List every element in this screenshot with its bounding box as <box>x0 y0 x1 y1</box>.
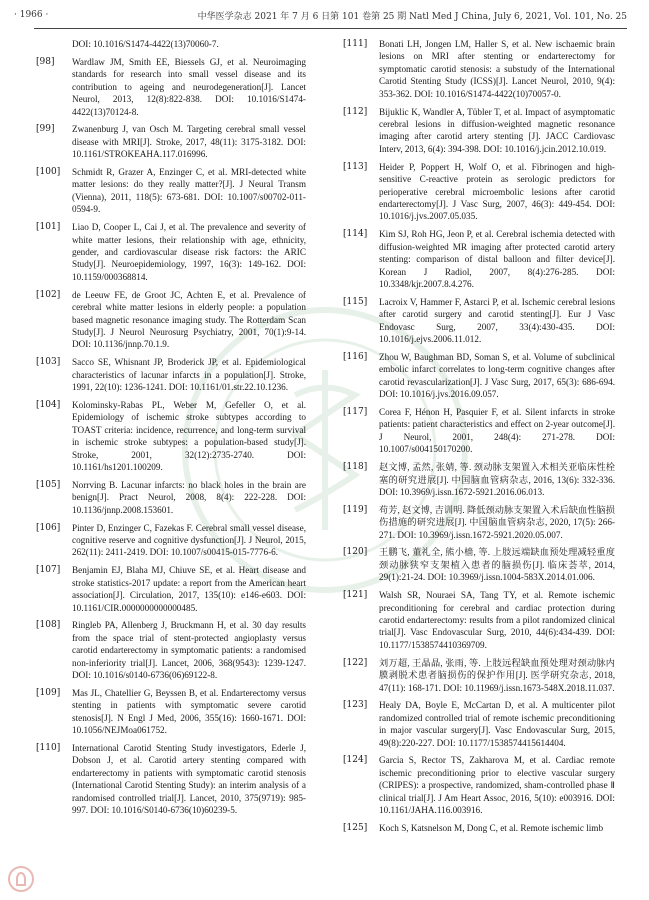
reference-entry <box>343 228 615 290</box>
reference-entry <box>343 296 615 346</box>
reference-number: [118] <box>343 462 368 473</box>
reference-entry <box>343 589 615 651</box>
reference-text: Walsh SR, Nouraei SA, Tang TY, et al. Remote ischemic preconditioning for cerebral and cardiac protection during carotid endarterectomy: results from a pilot randomized clinical trial[J]. Vasc Endovascular Surg, 2010, 44(6):434-439. DOI: 10.1177/1538574410369709. <box>379 590 615 650</box>
reference-number: [125] <box>343 822 368 833</box>
reference-text: Sacco SE, Whisnant JP, Broderick JP, et al. Epidemiological characteristics of lacunar infarcts in a population[J]. Stroke, 1991, 22(10): 1236-1241. DOI: 10.1161/01.str.22.10.1236. <box>72 357 306 393</box>
reference-number: [116] <box>343 351 368 362</box>
reference-number: [119] <box>343 504 368 515</box>
journal-running-title: 中华医学杂志 2021 年 7 月 6 日第 101 卷第 25 期 Natl Med J China, July 6, 2021, Vol. 101, No. 25 <box>197 12 627 22</box>
reference-number: [107] <box>36 565 61 576</box>
reference-number: [98] <box>36 56 55 67</box>
reference-text: 刘万超, 王晶晶, 张雨, 等. 上肢远程缺血预处理对颈动脉内膜剥脱术患者脑损伤的保护作用[J]. 医学研究杂志, 2018, 47(11): 168-171. DOI: 10.11969/j.issn.1673-548X.2018.11.037. <box>379 657 615 693</box>
reference-number: [114] <box>343 229 368 240</box>
reference-entry <box>343 699 615 749</box>
reference-number: [113] <box>343 161 368 172</box>
reference-number: [120] <box>343 547 368 558</box>
reference-entry <box>36 619 306 681</box>
page-header <box>0 0 649 30</box>
reference-entry <box>343 546 615 583</box>
reference-entry <box>36 742 306 817</box>
reference-text: 苟芳, 赵文博, 吉训明. 降低颈动脉支架置入术后缺血性脑损伤措施的研究进展[J]. 中国脑血管病杂志, 2020, 17(5): 266-271. DOI: 10.3969/j.issn.1672-5921.2020.05.007. <box>379 504 615 540</box>
reference-text: Koch S, Katsnelson M, Dong C, et al. Remote ischemic limb <box>379 822 604 833</box>
reference-number: [104] <box>36 399 61 410</box>
publisher-logo <box>8 866 238 888</box>
reference-text: Zwanenburg J, van Osch M. Targeting cerebral small vessel disease with MRI[J]. Stroke, 2017, 48(11): 3175-3182. DOI: 10.1161/STROKEAHA.117.016996. <box>72 124 306 160</box>
header-rule <box>34 28 627 29</box>
reference-number: [106] <box>36 522 61 533</box>
reference-text: Benjamin EJ, Blaha MJ, Chiuve SE, et al. Heart disease and stroke statistics-2017 update: a report from the American heart association[J]. Circulation, 2017, 135(10): e146-e603. DOI: 10.1161/CIR.0000000000000485. <box>72 565 306 613</box>
reference-column-right <box>343 38 615 834</box>
reference-entry <box>36 522 306 559</box>
reference-text: Zhou W, Baughman BD, Soman S, et al. Volume of subclinical embolic infarct correlates to long-term cognitive changes after carotid revascularization[J]. J Vasc Surg, 2017, 65(3): 686-694. DOI: 10.1016/j.jvs.2016.09.057. <box>379 351 615 400</box>
publisher-logo-icon <box>8 866 34 892</box>
reference-number: [100] <box>36 166 61 177</box>
reference-number: [117] <box>343 407 368 418</box>
reference-text: Liao D, Cooper L, Cai J, et al. The prevalence and severity of white matter lesions, their relationship with age, ethnicity, gender, and cardiovascular disease risk factors: the ARIC Study[J]. Neuroepidemiology, 1997, 16(3): 149-162. DOI: 10.1159/000368814. <box>72 222 306 282</box>
reference-entry <box>36 564 306 614</box>
reference-text: Kim SJ, Roh HG, Jeon P, et al. Cerebral ischemia detected with diffusion-weighted MR imaging after protected carotid artery stenting: comparison of distal balloon and filter device[J]. Korean J Radiol, 2007, 8(4):276-285. DOI: 10.3348/kjr.2007.8.4.276. <box>379 229 615 290</box>
reference-number: [110] <box>36 742 61 753</box>
reference-text: Corea F, Hénon H, Pasquier F, et al. Silent infarcts in stroke patients: patient characteristics and effect on 2-year outcome[J]. J Neurol, 2001, 248(4): 271-278. DOI: 10.1007/s004150170200. <box>379 407 615 455</box>
reference-number: [124] <box>343 755 368 766</box>
reference-entry <box>343 351 615 401</box>
reference-entry <box>36 221 306 283</box>
reference-number: [102] <box>36 289 61 300</box>
reference-text: Kolominsky-Rabas PL, Weber M, Gefeller O, et al. Epidemiology of ischemic stroke subtypes according to TOAST criteria: incidence, recurrence, and long-term survival in ischemic stroke subtypes: a population-based study[J]. Stroke, 2001, 32(12):2735-2740. DOI: 10.1161/hs1201.100209. <box>72 399 306 473</box>
reference-entry <box>343 106 615 156</box>
reference-number: [99] <box>36 124 55 135</box>
reference-number: [105] <box>36 479 61 490</box>
reference-number: [115] <box>343 296 368 307</box>
reference-column-left <box>36 38 306 817</box>
reference-text: Heider P, Poppert H, Wolf O, et al. Fibrinogen and high-sensitive C-reactive protein as serologic predictors for perioperative cerebral microembolic lesions after carotid endarterectomy[J]. J Vasc Surg, 2007, 46(3): 449-454. DOI: 10.1016/j.jvs.2007.05.035. <box>379 161 615 222</box>
reference-number: [109] <box>36 687 61 698</box>
reference-text: Healy DA, Boyle E, McCartan D, et al. A multicenter pilot randomized controlled trial of remote ischemic preconditioning in major vascular surgery[J]. Vasc Endovascular Surg, 2015, 49(8):220-227. DOI: 10.1177/1538574415614404. <box>379 700 615 748</box>
reference-entry <box>36 399 306 474</box>
reference-list-right <box>343 38 615 834</box>
reference-number: [122] <box>343 657 368 668</box>
reference-text: Norrving B. Lacunar infarcts: no black holes in the brain are benign[J]. Pract Neurol, 2008, 8(4): 222-228. DOI: 10.1136/jnnp.2008.153601. <box>72 479 306 515</box>
reference-text: International Carotid Stenting Study investigators, Ederle J, Dobson J, et al. Carotid artery stenting compared with endarterectomy in patients with symptomatic carotid stenosis (International Carotid Stenting Study): an interim analysis of a randomised controlled trial[J]. Lancet, 2010, 375(9719): 985-997. DOI: 10.1016/S0140-6736(10)60239-5. <box>72 742 306 816</box>
reference-number: [121] <box>343 590 368 601</box>
reference-number: [108] <box>36 620 61 631</box>
page-number: · 1966 · <box>14 10 49 20</box>
reference-entry <box>36 123 306 160</box>
reference-number: [123] <box>343 700 368 711</box>
reference-entry <box>343 161 615 223</box>
reference-entry <box>343 38 615 100</box>
reference-entry <box>36 356 306 393</box>
reference-entry <box>343 657 615 694</box>
reference-entry <box>36 687 306 737</box>
reference-number: [112] <box>343 106 368 117</box>
reference-text: Garcia S, Rector TS, Zakharova M, et al. Cardiac remote ischemic preconditioning prior to elective vascular surgery (CRIPES): a prospective, randomized, sham-controlled phase Ⅱ clinical trial[J]. J Am Heart Assoc, 2016, 5(10): e003916. DOI: 10.1161/JAHA.116.003916. <box>379 755 615 816</box>
reference-text: Bonati LH, Jongen LM, Haller S, et al. New ischaemic brain lesions on MRI after stenting or endarterectomy for symptomatic carotid stenosis: a substudy of the International Carotid Stenting Study (ICSS)[J]. Lancet Neurol, 2010, 9(4): 353-362. DOI: 10.1016/S1474-4422(10)70057-0. <box>379 39 615 99</box>
reference-number: [111] <box>343 39 368 49</box>
reference-text: Lacroix V, Hammer F, Astarci P, et al. Ischemic cerebral lesions after carotid surgery and carotid stenting[J]. Eur J Vasc Endovasc Surg, 2007, 33(4):430-435. DOI: 10.1016/j.ejvs.2006.11.012. <box>379 296 615 345</box>
reference-continuation: DOI: 10.1016/S1474-4422(13)70060-7. <box>72 39 219 49</box>
reference-entry <box>343 406 615 456</box>
reference-text: Ringleb PA, Allenberg J, Bruckmann H, et al. 30 day results from the space trial of stent-protected angioplasty versus carotid endarterectomy in symptomatic patients: a randomised non-inferiority trial[J]. Lancet, 2006, 368(9543): 1239-1247. DOI: 10.1016/s0140-6736(06)69122-8. <box>72 620 306 681</box>
reference-list-left <box>36 56 306 817</box>
reference-text: Schmidt R, Grazer A, Enzinger C, et al. MRI-detected white matter lesions: do they really matter?[J]. J Neural Transm (Vienna), 2011, 118(5): 673-681. DOI: 10.1007/s00702-011-0594-9. <box>72 166 306 215</box>
reference-entry <box>343 461 615 498</box>
reference-text: Pinter D, Enzinger C, Fazekas F. Cerebral small vessel disease, cognitive reserve and cognitive dysfunction[J]. J Neurol, 2015, 262(11): 2411-2419. DOI: 10.1007/s00415-015-7776-6. <box>72 522 306 558</box>
reference-entry <box>36 289 306 351</box>
reference-entry <box>36 166 306 216</box>
reference-entry <box>36 479 306 516</box>
reference-text: 赵文博, 孟然, 张婧, 等. 颈动脉支架置入术相关亚临床性栓塞的研究进展[J]. 中国脑血管病杂志, 2016, 13(6): 332-336. DOI: 10.3969/j.issn.1672-5921.2016.06.013. <box>379 462 615 498</box>
reference-entry <box>343 504 615 541</box>
reference-number: [101] <box>36 222 61 233</box>
reference-text: Wardlaw JM, Smith EE, Biessels GJ, et al. Neuroimaging standards for research into small vessel disease and its contribution to ageing and neurodegeneration[J]. Lancet Neurol, 2013, 12(8):822-838. DOI: 10.1016/S1474-4422(13)70124-8. <box>72 56 306 117</box>
reference-entry <box>36 56 306 118</box>
reference-entry <box>343 754 615 816</box>
reference-text: Mas JL, Chatellier G, Beyssen B, et al. Endarterectomy versus stenting in patients with symptomatic severe carotid stenosis[J]. N Engl J Med, 2006, 355(16): 1660-1671. DOI: 10.1056/NEJMoa061752. <box>72 687 306 736</box>
reference-text: de Leeuw FE, de Groot JC, Achten E, et al. Prevalence of cerebral white matter lesions in elderly people: a population based magnetic resonance imaging study. The Rotterdam Scan Study[J]. J Neurol Neurosurg Psychiatry, 2001, 70(1):9-14. DOI: 10.1136/jnnp.70.1.9. <box>72 289 306 350</box>
reference-text: Bijuklic K, Wandler A, Tübler T, et al. Impact of asymptomatic cerebral lesions in diffusion-weighted magnetic resonance imaging after carotid artery stenting [J]. JACC Cardiovasc Interv, 2013, 6(4): 394-398. DOI: 10.1016/j.jcin.2012.10.019. <box>379 106 615 154</box>
reference-text: 王鹏飞, 董礼全, 熊小樯, 等. 上肢远端缺血预处理减轻重度颈动脉狭窄支架植入患者的脑损伤[J]. 临床荟萃, 2014, 29(1):21-24. DOI: 10.3969/j.issn.1004-583X.2014.01.006. <box>379 547 615 583</box>
reference-number: [103] <box>36 357 61 368</box>
reference-entry <box>343 822 615 834</box>
